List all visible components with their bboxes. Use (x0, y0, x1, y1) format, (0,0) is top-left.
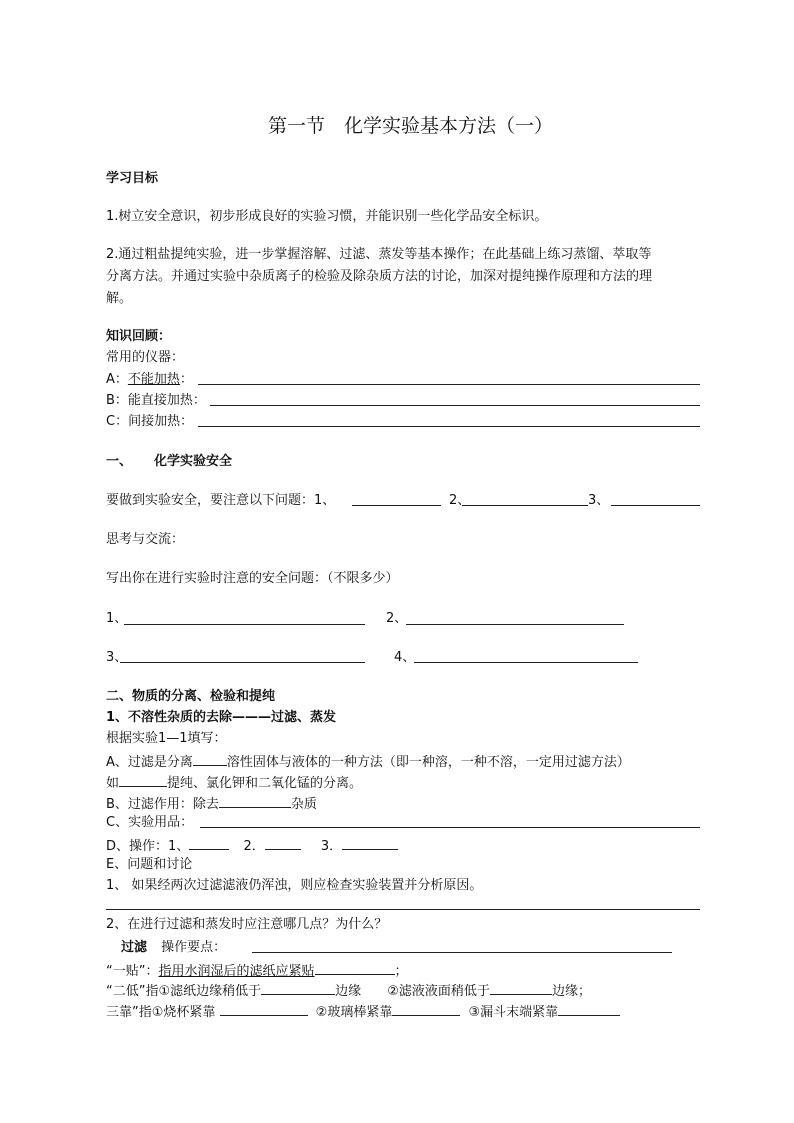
safety-item-2-blank[interactable] (406, 624, 624, 625)
safety-item-4-blank[interactable] (414, 662, 638, 663)
filter-a-blank[interactable] (193, 751, 227, 766)
think-exchange: 思考与交流： (106, 532, 185, 547)
filter-a2-blank[interactable] (119, 772, 167, 787)
erdi-blank-1[interactable] (261, 980, 335, 995)
question-2: 2、在进行过滤和蒸发时应注意哪几点？为什么？ (106, 917, 388, 932)
yitie-blank[interactable] (315, 960, 395, 975)
sankao-blank-3[interactable] (558, 1001, 620, 1016)
sankao-pre: 三靠”指①烧杯紧靠 (106, 1005, 216, 1020)
review-a-text: 不能加热 (127, 372, 180, 387)
review-c-blank[interactable] (198, 426, 700, 427)
objective-item-1: 1.树立安全意识，初步形成良好的实验习惯，并能识别一些化学品安全标识。 (106, 209, 548, 224)
filter-d-pre: D、操作：1、 (106, 839, 190, 854)
filter-a-post: 溶性固体与液体的一种方法（即一种溶，一种不溶，一定用过滤方法） (226, 755, 630, 770)
yitie-pre: “一贴”： (106, 964, 159, 979)
review-b-blank[interactable] (210, 405, 700, 406)
filter-a2-pre: 如 (106, 776, 120, 791)
review-c-label: C：间接加热： (106, 414, 194, 429)
review-subheading: 常用的仪器： (106, 350, 185, 365)
review-a-blank[interactable] (198, 384, 700, 385)
filter-b-blank[interactable] (219, 793, 291, 808)
safety-item-1-blank[interactable] (124, 624, 365, 625)
objective-item-2-line-2: 分离方法。并通过实验中杂质离子的检验及除杂质方法的讨论，加深对提纯操作原理和方法的理 (106, 269, 653, 284)
filter-d-3: 3． (320, 839, 343, 854)
filter-c-label: C、实验用品： (106, 815, 194, 830)
review-b-label: B：能直接加热： (106, 393, 206, 408)
objective-item-2-line-3: 解。 (106, 291, 133, 306)
section2-heading: 二、物质的分离、检验和提纯 (106, 689, 276, 704)
erdi-blank-2[interactable] (490, 980, 552, 995)
section2-subheading: 1、不溶性杂质的去除———过滤、蒸发 (106, 710, 337, 725)
review-a-label (106, 371, 193, 389)
filter-e-label: E、问题和讨论 (106, 857, 193, 872)
question-1-answer-blank[interactable] (106, 909, 700, 910)
safety-item-3-num: 3、 (106, 650, 128, 665)
filter-d-blank-3[interactable] (342, 835, 398, 850)
sankao-blank-1[interactable] (220, 1001, 308, 1016)
filter-d-2: 2． (243, 839, 265, 854)
filter-points-label: 操作要点： (161, 940, 227, 955)
objective-item-2-line-1: 2.通过粗盐提纯实验，进一步掌握溶解、过滤、蒸发等基本操作；在此基础上练习蒸馏、萃取等 (106, 247, 652, 262)
review-heading: 知识回顾： (106, 329, 172, 344)
erdi-end: 边缘； (551, 984, 591, 999)
yitie-line (106, 960, 408, 981)
yitie-end: ； (394, 964, 408, 979)
yitie-text: 指用水润湿后的滤纸应紧贴 (158, 964, 315, 979)
safety-blank-1[interactable] (352, 505, 441, 506)
filter-a-line-1 (106, 751, 630, 772)
write-safety-prompt: 写出你在进行实验时注意的安全问题：（不限多少） (106, 571, 399, 586)
safety-item-2-num: 2、 (386, 611, 408, 626)
review-a-prefix: A： (106, 372, 128, 387)
filter-b-post: 杂质 (290, 797, 317, 812)
erdi-line (106, 980, 591, 1001)
safety-blank-3[interactable] (611, 505, 700, 506)
safety-item-1-num: 1、 (106, 611, 128, 626)
fill-hint: 根据实验1—1填写： (106, 731, 227, 746)
objectives-heading: 学习目标 (106, 171, 159, 186)
safety-item-4-num: 4、 (394, 650, 416, 665)
erdi-mid: 边缘 (335, 984, 362, 999)
filter-d-line (106, 835, 398, 856)
question-1: 1、 如果经两次过滤滤液仍浑浊，则应检查实验装置并分析原因。 (106, 878, 483, 893)
erdi-2: ②滤液液面稍低于 (387, 984, 490, 999)
filter-points-line (121, 939, 226, 957)
filter-b-line (106, 793, 317, 814)
review-a-colon: ： (179, 372, 193, 387)
filter-d-blank-2[interactable] (265, 835, 301, 850)
sankao-line (106, 1001, 620, 1022)
filter-a-pre: A、过滤是分离 (106, 755, 193, 770)
filter-c-blank[interactable] (200, 827, 700, 828)
filter-b-pre: B、过滤作用：除去 (106, 797, 219, 812)
sankao-2: ②玻璃棒紧靠 (315, 1005, 393, 1020)
filter-a-line-2 (106, 772, 362, 793)
sankao-blank-2[interactable] (392, 1001, 460, 1016)
filter-a2-post: 提纯、氯化钾和二氧化锰的分离。 (167, 776, 363, 791)
filter-d-blank-1[interactable] (189, 835, 229, 850)
filter-label: 过滤 (121, 940, 148, 955)
safety-blank-2[interactable] (462, 505, 588, 506)
page-title: 第一节 化学实验基本方法（一） (268, 115, 554, 137)
safety-num-2: 2、 (449, 493, 471, 508)
safety-question-label: 要做到实验安全，要注意以下问题：1、 (106, 493, 336, 508)
section1-heading-num: 一、 (106, 454, 133, 469)
filter-points-blank[interactable] (252, 952, 672, 953)
safety-item-3-blank[interactable] (120, 662, 365, 663)
safety-num-3: 3、 (588, 493, 610, 508)
erdi-pre: “二低”指①滤纸边缘稍低于 (106, 984, 262, 999)
sankao-3: ③漏斗末端紧靠 (468, 1005, 559, 1020)
section1-heading: 化学实验安全 (154, 454, 233, 469)
